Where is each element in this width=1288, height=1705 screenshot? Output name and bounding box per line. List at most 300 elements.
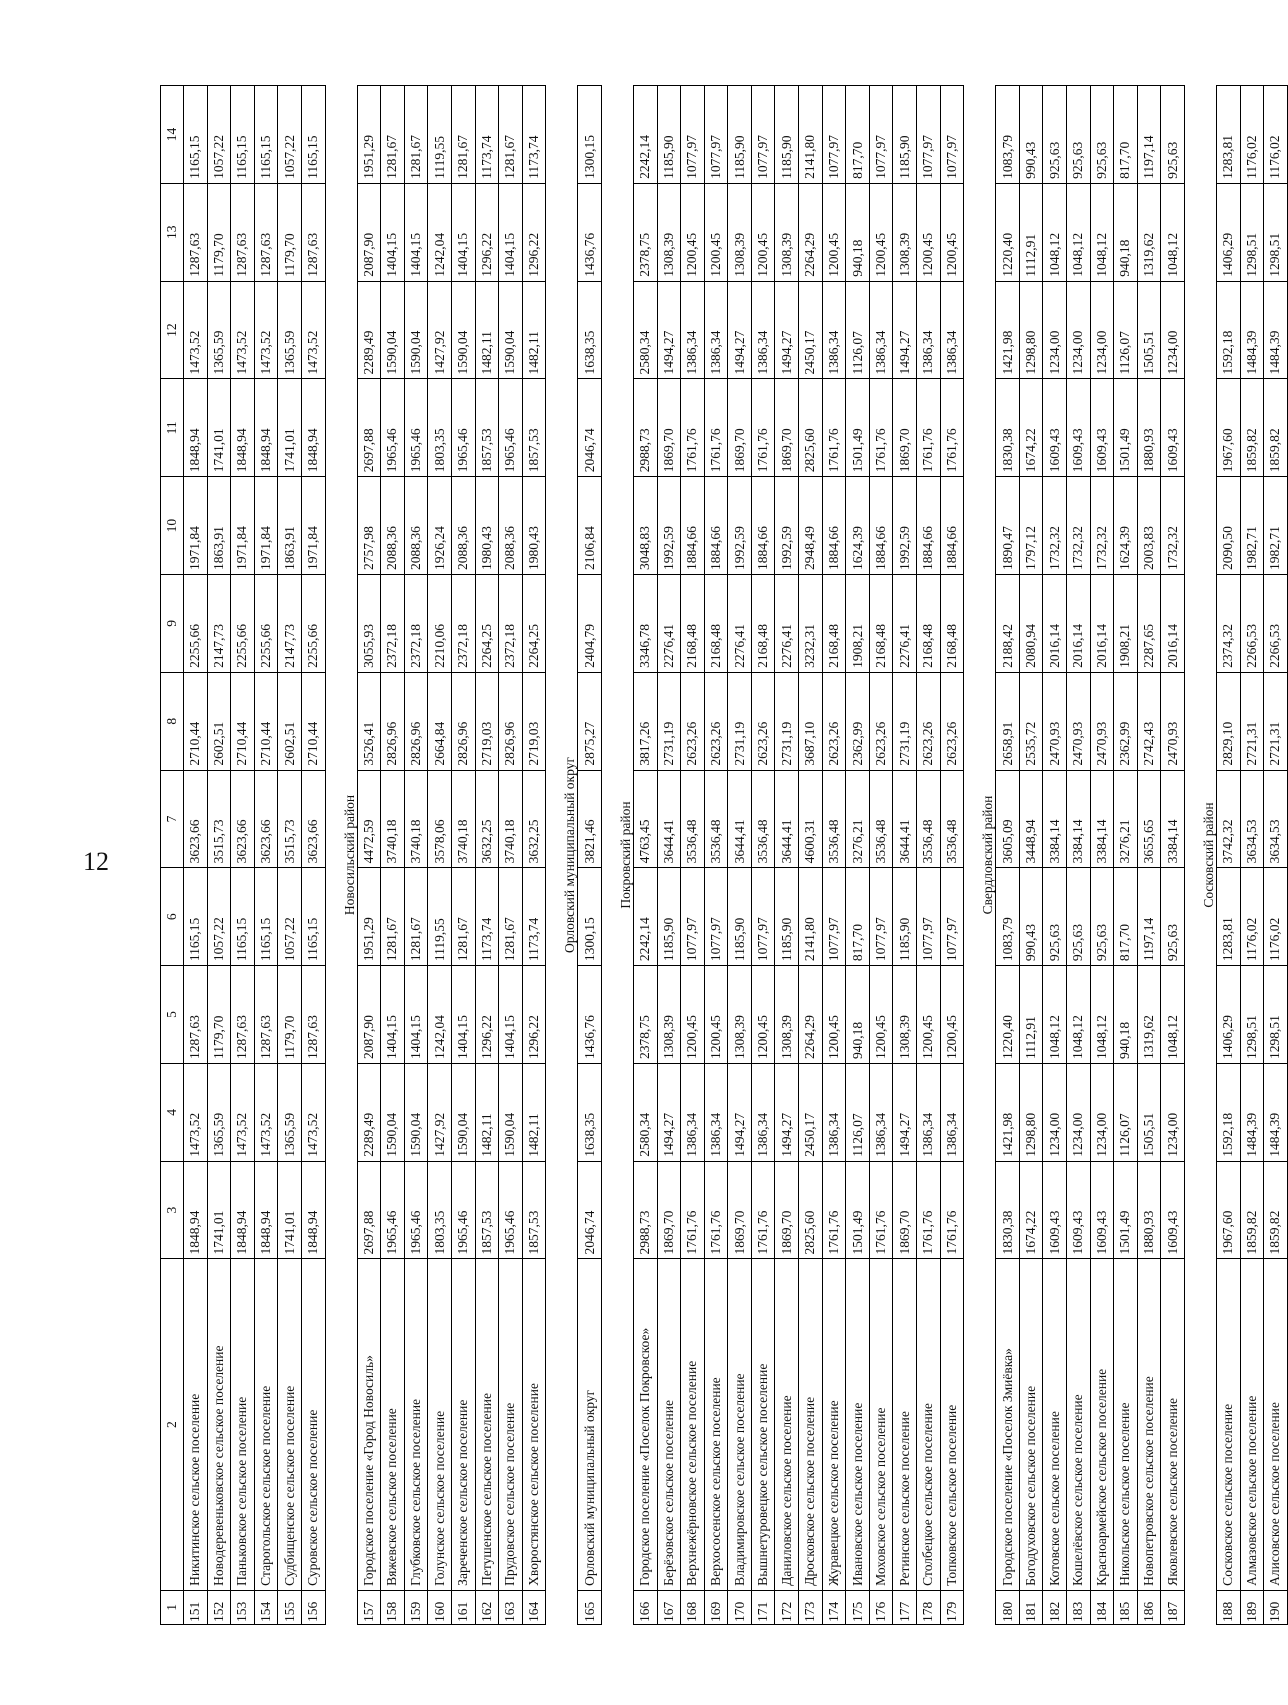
value-cell: 1296,22 [522, 183, 546, 281]
row-number: 167 [657, 1590, 681, 1624]
value-cell: 1386,34 [940, 281, 964, 379]
value-cell: 1308,39 [775, 183, 799, 281]
settlement-name: Городское поселение «Поселок Змиёвка» [996, 1259, 1020, 1590]
row-number: 169 [704, 1590, 728, 1624]
value-cell: 1077,97 [822, 868, 846, 966]
value-cell: 1296,22 [475, 966, 499, 1064]
value-cell: 1501,49 [1114, 1161, 1138, 1259]
value-cell: 1863,91 [278, 477, 302, 575]
value-cell: 2372,18 [381, 575, 405, 673]
value-cell: 1609,43 [1161, 379, 1185, 477]
column-header: 9 [161, 575, 184, 673]
value-cell: 1590,04 [381, 1063, 405, 1161]
value-cell: 990,43 [1019, 86, 1043, 184]
value-cell: 1404,15 [499, 966, 523, 1064]
value-cell: 1308,39 [657, 966, 681, 1064]
table-row [1114, 86, 1138, 1625]
value-cell: 2168,48 [822, 575, 846, 673]
table-row [940, 86, 964, 1625]
value-cell: 1386,34 [681, 281, 705, 379]
value-cell: 1057,22 [278, 868, 302, 966]
row-number: 180 [996, 1590, 1020, 1624]
row-number: 185 [1114, 1590, 1138, 1624]
row-number: 190 [1264, 1590, 1288, 1624]
table-row [799, 86, 823, 1625]
value-cell: 1880,93 [1137, 1161, 1161, 1259]
settlement-name: Богодуховское сельское поселение [1019, 1259, 1043, 1590]
value-cell: 1404,15 [404, 966, 428, 1064]
value-cell: 925,63 [1161, 86, 1185, 184]
value-cell: 1281,67 [381, 86, 405, 184]
value-cell: 1590,04 [451, 1063, 475, 1161]
value-cell: 2580,34 [633, 281, 657, 379]
value-cell: 3605,09 [996, 770, 1020, 868]
settlement-name: Моховское сельское поселение [869, 1259, 893, 1590]
settlement-name: Верхососенское сельское поселение [704, 1259, 728, 1590]
table-row [775, 86, 799, 1625]
row-number: 158 [381, 1590, 405, 1624]
value-cell: 1797,12 [1019, 477, 1043, 575]
value-cell: 1165,15 [254, 868, 278, 966]
value-cell: 1965,46 [404, 1161, 428, 1259]
column-header: 2 [161, 1259, 184, 1590]
row-number: 168 [681, 1590, 705, 1624]
value-cell: 1234,00 [1090, 1063, 1114, 1161]
row-number: 153 [231, 1590, 255, 1624]
value-cell: 1365,59 [207, 1063, 231, 1161]
value-cell: 2470,93 [1067, 672, 1091, 770]
value-cell: 1869,70 [775, 379, 799, 477]
value-cell: 2372,18 [499, 575, 523, 673]
value-cell: 1365,59 [278, 1063, 302, 1161]
value-cell: 1287,63 [184, 966, 208, 1064]
value-cell: 1185,90 [657, 868, 681, 966]
value-cell: 1119,55 [428, 868, 452, 966]
value-cell: 2264,29 [799, 966, 823, 1064]
value-cell: 2016,14 [1043, 575, 1067, 673]
settlement-name: Дросковское сельское поселение [799, 1259, 823, 1590]
value-cell: 3623,66 [231, 770, 255, 868]
value-cell: 2372,18 [404, 575, 428, 673]
row-number: 165 [578, 1590, 602, 1624]
value-cell: 1761,76 [704, 1161, 728, 1259]
value-cell: 1281,67 [499, 86, 523, 184]
settlement-name: Верхнежёрновское сельское поселение [681, 1259, 705, 1590]
value-cell: 925,63 [1043, 86, 1067, 184]
value-cell: 2731,19 [728, 672, 752, 770]
value-cell: 3536,48 [822, 770, 846, 868]
value-cell: 1427,92 [428, 281, 452, 379]
value-cell: 1859,82 [1264, 379, 1288, 477]
value-cell: 1590,04 [499, 281, 523, 379]
value-cell: 1298,80 [1019, 281, 1043, 379]
value-cell: 1179,70 [278, 966, 302, 1064]
settlement-name: Хворостянское сельское поселение [522, 1259, 546, 1590]
value-cell: 1482,11 [475, 281, 499, 379]
value-cell: 2276,41 [728, 575, 752, 673]
value-cell: 2470,93 [1161, 672, 1185, 770]
value-cell: 1638,35 [578, 1063, 602, 1161]
value-cell: 1482,11 [475, 1063, 499, 1161]
value-cell: 2719,03 [475, 672, 499, 770]
value-cell: 2287,65 [1137, 575, 1161, 673]
value-cell: 2289,49 [357, 1063, 381, 1161]
value-cell: 1048,12 [1090, 966, 1114, 1064]
value-cell: 2829,10 [1216, 672, 1240, 770]
row-number: 173 [799, 1590, 823, 1624]
value-cell: 1185,90 [893, 86, 917, 184]
value-cell: 1200,45 [751, 183, 775, 281]
value-cell: 1365,59 [207, 281, 231, 379]
value-cell: 1869,70 [893, 1161, 917, 1259]
value-cell: 2168,48 [704, 575, 728, 673]
section-header-row [546, 86, 578, 1625]
table-row [1240, 86, 1264, 1625]
value-cell: 1165,15 [254, 86, 278, 184]
value-cell: 1590,04 [381, 281, 405, 379]
value-cell: 3055,93 [357, 575, 381, 673]
value-cell: 1473,52 [231, 281, 255, 379]
value-cell: 1077,97 [704, 868, 728, 966]
value-cell: 1287,63 [184, 183, 208, 281]
table-row [1019, 86, 1043, 1625]
column-header: 3 [161, 1161, 184, 1259]
settlement-name: Городское поселение «Город Новосиль» [357, 1259, 381, 1590]
value-cell: 1484,39 [1240, 281, 1264, 379]
value-cell: 1803,35 [428, 1161, 452, 1259]
section-title: Сосковский район [1184, 86, 1216, 1625]
value-cell: 1971,84 [301, 477, 325, 575]
value-cell: 1200,45 [917, 966, 941, 1064]
row-number: 175 [846, 1590, 870, 1624]
settlement-name: Вышнетуровецкое сельское поселение [751, 1259, 775, 1590]
value-cell: 1857,53 [475, 1161, 499, 1259]
value-cell: 2535,72 [1019, 672, 1043, 770]
row-number: 179 [940, 1590, 964, 1624]
row-number: 163 [499, 1590, 523, 1624]
value-cell: 1857,53 [522, 379, 546, 477]
value-cell: 990,43 [1019, 868, 1043, 966]
value-cell: 1234,00 [1161, 281, 1185, 379]
value-cell: 3634,53 [1240, 770, 1264, 868]
value-cell: 3536,48 [681, 770, 705, 868]
table-row [846, 86, 870, 1625]
value-cell: 1283,81 [1216, 868, 1240, 966]
value-cell: 940,18 [846, 966, 870, 1064]
value-cell: 1761,76 [751, 1161, 775, 1259]
value-cell: 1436,76 [578, 966, 602, 1064]
value-cell: 2168,48 [681, 575, 705, 673]
value-cell: 3448,94 [1019, 770, 1043, 868]
value-cell: 2372,18 [451, 575, 475, 673]
value-cell: 1242,04 [428, 966, 452, 1064]
value-cell: 1200,45 [681, 183, 705, 281]
value-cell: 1501,49 [846, 379, 870, 477]
value-cell: 2016,14 [1090, 575, 1114, 673]
value-cell: 1234,00 [1161, 1063, 1185, 1161]
value-cell: 1421,98 [996, 1063, 1020, 1161]
table-row [996, 86, 1020, 1625]
value-cell: 1609,43 [1043, 1161, 1067, 1259]
value-cell: 2141,80 [799, 86, 823, 184]
value-cell: 1992,59 [657, 477, 681, 575]
table-row [1264, 86, 1288, 1625]
value-cell: 1404,15 [381, 183, 405, 281]
value-cell: 1077,97 [681, 86, 705, 184]
value-cell: 1761,76 [822, 1161, 846, 1259]
section-title: Орловский муниципальный округ [546, 86, 578, 1625]
column-header: 10 [161, 477, 184, 575]
column-header: 1 [161, 1590, 184, 1624]
value-cell: 1386,34 [869, 1063, 893, 1161]
value-cell: 3578,06 [428, 770, 452, 868]
value-cell: 1234,00 [1090, 281, 1114, 379]
settlement-name: Котовское сельское поселение [1043, 1259, 1067, 1590]
section-header-row [325, 86, 357, 1625]
value-cell: 1308,39 [728, 966, 752, 1064]
value-cell: 3536,48 [704, 770, 728, 868]
table-row [578, 86, 602, 1625]
value-cell: 1501,49 [846, 1161, 870, 1259]
column-header: 12 [161, 281, 184, 379]
value-cell: 1951,29 [357, 868, 381, 966]
row-number: 155 [278, 1590, 302, 1624]
value-cell: 1965,46 [499, 1161, 523, 1259]
value-cell: 3384,14 [1161, 770, 1185, 868]
value-cell: 2276,41 [657, 575, 681, 673]
value-cell: 1281,67 [381, 868, 405, 966]
value-cell: 2623,26 [704, 672, 728, 770]
value-cell: 1473,52 [254, 281, 278, 379]
value-cell: 1298,51 [1240, 183, 1264, 281]
value-cell: 1298,51 [1240, 966, 1264, 1064]
value-cell: 2168,48 [751, 575, 775, 673]
value-cell: 1281,67 [499, 868, 523, 966]
value-cell: 1848,94 [231, 1161, 255, 1259]
value-cell: 1926,24 [428, 477, 452, 575]
value-cell: 940,18 [1114, 183, 1138, 281]
value-cell: 1119,55 [428, 86, 452, 184]
value-cell: 1200,45 [681, 966, 705, 1064]
value-cell: 1048,12 [1067, 183, 1091, 281]
value-cell: 1077,97 [917, 868, 941, 966]
value-cell: 1112,91 [1019, 966, 1043, 1064]
row-number: 166 [633, 1590, 657, 1624]
value-cell: 1200,45 [940, 966, 964, 1064]
value-cell: 1884,66 [822, 477, 846, 575]
table-row [301, 86, 325, 1625]
value-cell: 1761,76 [940, 379, 964, 477]
settlement-name: Алисовское сельское поселение [1264, 1259, 1288, 1590]
value-cell: 2623,26 [751, 672, 775, 770]
value-cell: 1732,32 [1043, 477, 1067, 575]
value-cell: 1869,70 [775, 1161, 799, 1259]
value-cell: 1165,15 [231, 86, 255, 184]
value-cell: 3536,48 [940, 770, 964, 868]
settlement-name: Красноармейское сельское поселение [1090, 1259, 1114, 1590]
settlement-name: Журавецкое сельское поселение [822, 1259, 846, 1590]
table-row [231, 86, 255, 1625]
value-cell: 1494,27 [657, 1063, 681, 1161]
value-cell: 1609,43 [1090, 379, 1114, 477]
value-cell: 1857,53 [475, 379, 499, 477]
value-cell: 2988,73 [633, 379, 657, 477]
value-cell: 1179,70 [207, 183, 231, 281]
value-cell: 1884,66 [869, 477, 893, 575]
value-cell: 2697,88 [357, 379, 381, 477]
row-number: 156 [301, 1590, 325, 1624]
column-header: 7 [161, 770, 184, 868]
settlement-name: Никольское сельское поселение [1114, 1259, 1138, 1590]
value-cell: 1165,15 [301, 868, 325, 966]
value-cell: 2016,14 [1067, 575, 1091, 673]
value-cell: 3536,48 [869, 770, 893, 868]
value-cell: 1501,49 [1114, 379, 1138, 477]
section-header-row [1184, 86, 1216, 1625]
value-cell: 1590,04 [499, 1063, 523, 1161]
value-cell: 2721,31 [1264, 672, 1288, 770]
value-cell: 2623,26 [681, 672, 705, 770]
value-cell: 2731,19 [893, 672, 917, 770]
table-row [278, 86, 302, 1625]
value-cell: 1179,70 [207, 966, 231, 1064]
value-cell: 1982,71 [1264, 477, 1288, 575]
value-cell: 1077,97 [822, 86, 846, 184]
value-cell: 1077,97 [704, 86, 728, 184]
value-cell: 2825,60 [799, 1161, 823, 1259]
value-cell: 1386,34 [751, 1063, 775, 1161]
value-cell: 3740,18 [451, 770, 475, 868]
value-cell: 2264,25 [475, 575, 499, 673]
value-cell: 1869,70 [728, 379, 752, 477]
value-cell: 2470,93 [1043, 672, 1067, 770]
table-row [728, 86, 752, 1625]
value-cell: 1592,18 [1216, 281, 1240, 379]
value-cell: 1971,84 [231, 477, 255, 575]
table-row [475, 86, 499, 1625]
value-cell: 1494,27 [775, 281, 799, 379]
value-cell: 2255,66 [254, 575, 278, 673]
settlement-name: Прудовское сельское поселение [499, 1259, 523, 1590]
value-cell: 1863,91 [207, 477, 231, 575]
value-cell: 1482,11 [522, 281, 546, 379]
value-cell: 940,18 [1114, 966, 1138, 1064]
value-cell: 1761,76 [681, 379, 705, 477]
value-cell: 1965,46 [381, 379, 405, 477]
value-cell: 1404,15 [499, 183, 523, 281]
value-cell: 2003,83 [1137, 477, 1161, 575]
value-cell: 1427,92 [428, 1063, 452, 1161]
value-cell: 1494,27 [893, 1063, 917, 1161]
value-cell: 1077,97 [917, 86, 941, 184]
value-cell: 1884,66 [917, 477, 941, 575]
value-cell: 3276,21 [1114, 770, 1138, 868]
value-cell: 1308,39 [775, 966, 799, 1064]
value-cell: 3740,18 [404, 770, 428, 868]
value-cell: 1308,39 [728, 183, 752, 281]
value-cell: 1848,94 [184, 379, 208, 477]
value-cell: 1185,90 [728, 868, 752, 966]
value-cell: 1200,45 [704, 183, 728, 281]
table-body [161, 86, 1288, 1625]
settlement-name: Вяжевское сельское поселение [381, 1259, 405, 1590]
row-number: 154 [254, 1590, 278, 1624]
value-cell: 817,70 [1114, 868, 1138, 966]
value-cell: 2141,80 [799, 868, 823, 966]
value-cell: 1741,01 [207, 1161, 231, 1259]
value-cell: 1404,15 [381, 966, 405, 1064]
value-cell: 2664,84 [428, 672, 452, 770]
value-cell: 3623,66 [301, 770, 325, 868]
value-cell: 1421,98 [996, 281, 1020, 379]
value-cell: 1404,15 [451, 183, 475, 281]
value-cell: 2088,36 [404, 477, 428, 575]
value-cell: 1287,63 [301, 183, 325, 281]
value-cell: 1234,00 [1067, 1063, 1091, 1161]
value-cell: 1283,81 [1216, 86, 1240, 184]
value-cell: 2731,19 [775, 672, 799, 770]
row-number: 160 [428, 1590, 452, 1624]
value-cell: 1300,15 [578, 868, 602, 966]
value-cell: 1077,97 [940, 86, 964, 184]
value-cell: 3384,14 [1067, 770, 1091, 868]
value-cell: 1386,34 [704, 281, 728, 379]
value-cell: 3687,10 [799, 672, 823, 770]
value-cell: 1197,14 [1137, 86, 1161, 184]
value-cell: 1590,04 [451, 281, 475, 379]
value-cell: 1176,02 [1240, 868, 1264, 966]
value-cell: 1386,34 [681, 1063, 705, 1161]
value-cell: 1761,76 [751, 379, 775, 477]
settlement-name: Городское поселение «Поселок Покровское» [633, 1259, 657, 1590]
value-cell: 2697,88 [357, 1161, 381, 1259]
value-cell: 1287,63 [254, 966, 278, 1064]
value-cell: 1281,67 [404, 868, 428, 966]
row-number: 170 [728, 1590, 752, 1624]
value-cell: 1761,76 [704, 379, 728, 477]
table-row [869, 86, 893, 1625]
table-row [893, 86, 917, 1625]
settlement-name: Даниловское сельское поселение [775, 1259, 799, 1590]
value-cell: 1590,04 [404, 281, 428, 379]
value-cell: 1200,45 [940, 183, 964, 281]
value-cell: 2378,75 [633, 183, 657, 281]
value-cell: 3742,32 [1216, 770, 1240, 868]
value-cell: 1761,76 [869, 1161, 893, 1259]
value-cell: 1473,52 [301, 281, 325, 379]
value-cell: 1884,66 [704, 477, 728, 575]
value-cell: 1965,46 [451, 1161, 475, 1259]
row-number: 162 [475, 1590, 499, 1624]
value-cell: 2046,74 [578, 379, 602, 477]
value-cell: 940,18 [846, 183, 870, 281]
value-cell: 1319,62 [1137, 183, 1161, 281]
settlement-name: Столбецкое сельское поселение [917, 1259, 941, 1590]
value-cell: 1077,97 [751, 868, 775, 966]
value-cell: 3623,66 [254, 770, 278, 868]
value-cell: 2210,06 [428, 575, 452, 673]
header-row [161, 86, 184, 1625]
value-cell: 2378,75 [633, 966, 657, 1064]
value-cell: 1857,53 [522, 1161, 546, 1259]
settlement-name: Ретинское сельское поселение [893, 1259, 917, 1590]
settlement-name: Паньковское сельское поселение [231, 1259, 255, 1590]
value-cell: 1859,82 [1240, 1161, 1264, 1259]
value-cell: 2580,34 [633, 1063, 657, 1161]
value-cell: 1185,90 [728, 86, 752, 184]
table-row [822, 86, 846, 1625]
value-cell: 1494,27 [893, 281, 917, 379]
